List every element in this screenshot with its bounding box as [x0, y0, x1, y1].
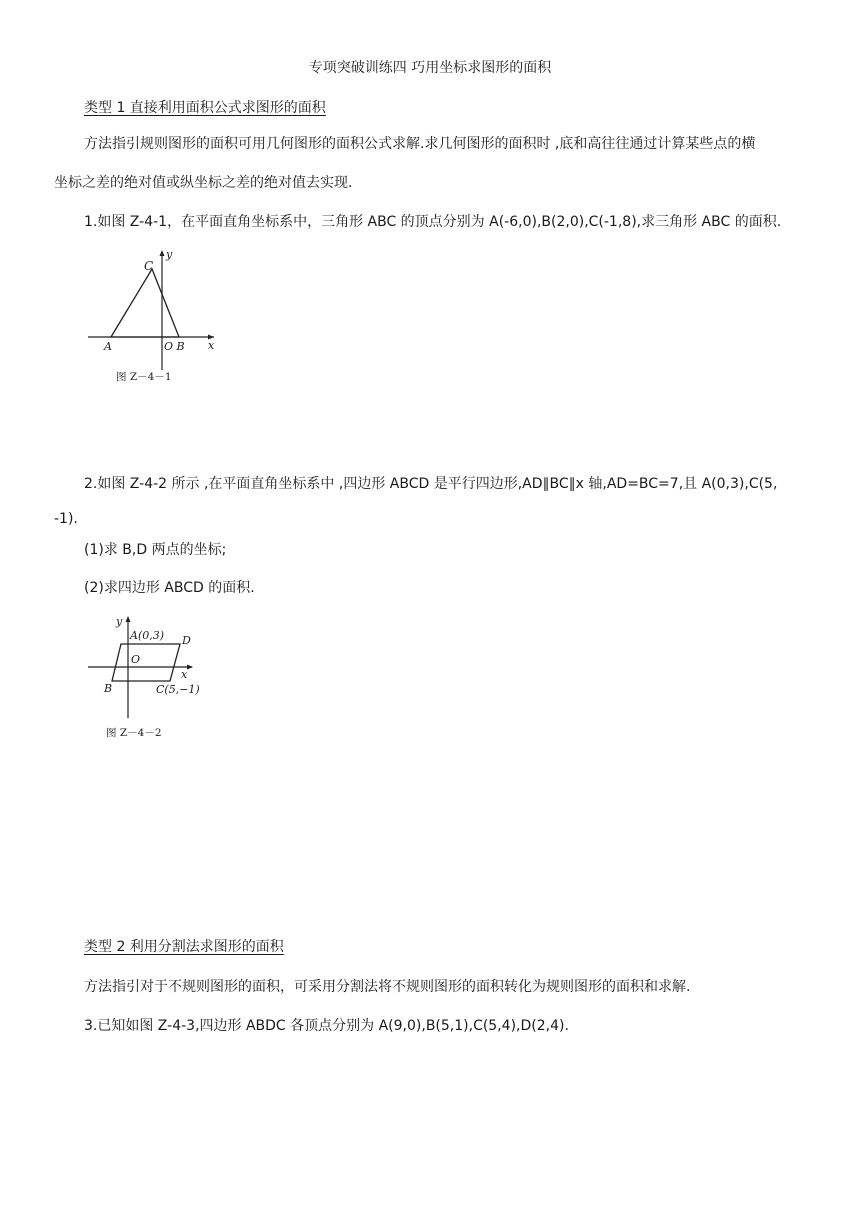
- figure1-caption: 图 Z－4－1: [116, 371, 172, 383]
- type1-heading: 类型 1 直接利用面积公式求图形的面积: [84, 100, 326, 116]
- question3-text: 3.已知如图 Z-4-3,四边形 ABDC 各顶点分别为 A(9,0),B(5,1),C(5,4),D(2,4).: [84, 1018, 569, 1034]
- figure2-label-c: C(5,−1): [156, 683, 200, 696]
- figure2-label-d: D: [182, 634, 191, 647]
- question2-line1: 2.如图 Z-4-2 所示 ,在平面直角坐标系中 ,四边形 ABCD 是平行四边形,AD∥BC∥x 轴,AD=BC=7,且 A(0,3),C(5,: [84, 476, 778, 492]
- figure2-label-b: B: [104, 682, 113, 695]
- type2-method: 方法指引对于不规则图形的面积，可采用分割法将不规则图形的面积转化为规则图形的面积和求解.: [84, 979, 691, 995]
- question2-line2: -1).: [54, 511, 78, 527]
- figure2-label-o: O: [131, 653, 141, 666]
- figure1-label-a: A: [104, 340, 112, 353]
- figure1-label-ob: O B: [164, 340, 185, 353]
- type2-heading: 类型 2 利用分割法求图形的面积: [84, 939, 284, 955]
- figure-z-4-1: [84, 246, 224, 386]
- figure2-caption: 图 Z－4－2: [106, 727, 162, 739]
- figure-z-4-2: [84, 612, 224, 742]
- type1-method-line1: 方法指引规则图形的面积可用几何图形的面积公式求解.求几何图形的面积时 ,底和高往往通过计算某些点的横: [84, 136, 756, 152]
- question2-part1: (1)求 B,D 两点的坐标;: [84, 542, 227, 558]
- figure1-label-x: x: [208, 339, 215, 352]
- page-title: 专项突破训练四 巧用坐标求图形的面积: [308, 60, 552, 76]
- figure1-label-c: C: [144, 259, 154, 273]
- figure1-label-y: y: [166, 248, 173, 261]
- figure2-label-a: A(0,3): [130, 629, 165, 642]
- question1-text: 1.如图 Z-4-1，在平面直角坐标系中，三角形 ABC 的顶点分别为 A(-6,0),B(2,0),C(-1,8),求三角形 ABC 的面积.: [84, 214, 782, 230]
- question2-part2: (2)求四边形 ABCD 的面积.: [84, 580, 255, 596]
- type1-method-line2: 坐标之差的绝对值或纵坐标之差的绝对值去实现.: [54, 175, 353, 191]
- figure2-label-y: y: [116, 615, 123, 628]
- figure2-label-x: x: [181, 668, 188, 681]
